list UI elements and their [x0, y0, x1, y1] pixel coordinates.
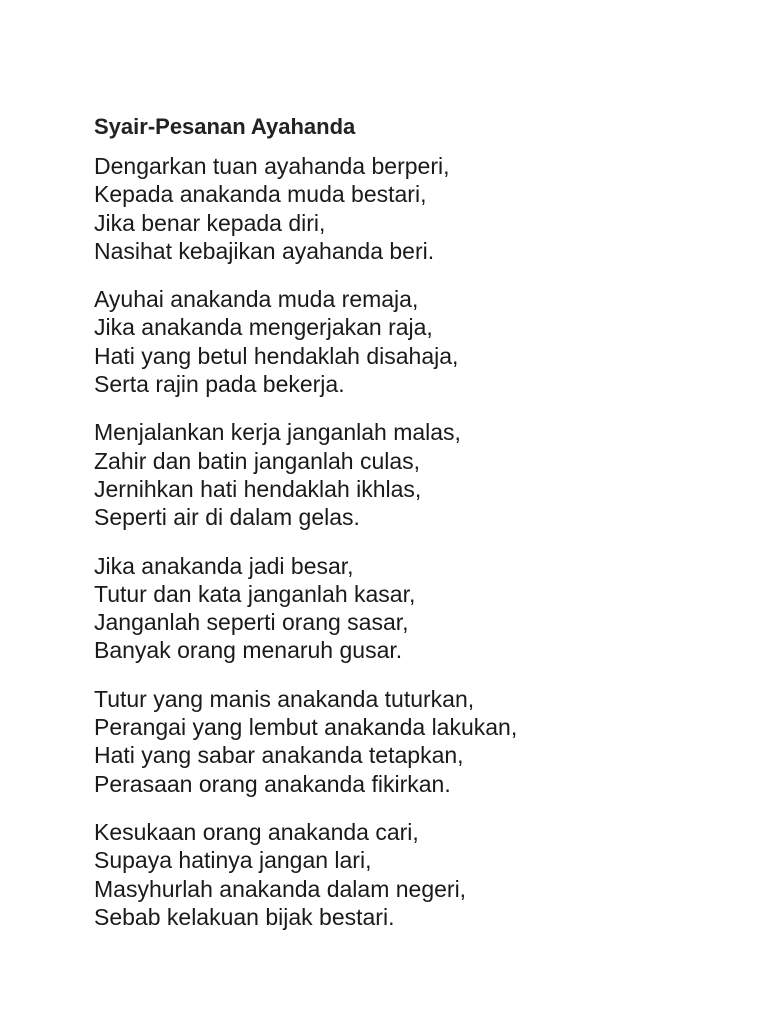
stanza-3: [94, 418, 734, 531]
poem-line: Janganlah seperti orang sasar,: [94, 609, 409, 636]
stanza-4: [94, 552, 734, 665]
poem-line: Perangai yang lembut anakanda lakukan,: [94, 714, 518, 741]
poem-line: Serta rajin pada bekerja.: [94, 371, 345, 398]
stanza-1: [94, 152, 734, 265]
poem-line: Banyak orang menaruh gusar.: [94, 637, 403, 664]
poem-line: Jika anakanda jadi besar,: [94, 552, 354, 579]
document-page: [94, 112, 734, 951]
poem-line: Masyhurlah anakanda dalam negeri,: [94, 875, 467, 902]
poem-line: Supaya hatinya jangan lari,: [94, 847, 372, 874]
poem-line: Zahir dan batin janganlah culas,: [94, 447, 421, 474]
poem-line: Hati yang sabar anakanda tetapkan,: [94, 742, 464, 769]
poem-line: Jernihkan hati hendaklah ikhlas,: [94, 475, 422, 502]
stanza-6: [94, 818, 734, 931]
poem-line: Sebab kelakuan bijak bestari.: [94, 903, 395, 930]
poem-line: Ayuhai anakanda muda remaja,: [94, 286, 419, 313]
poem-line: Tutur yang manis anakanda tuturkan,: [94, 685, 475, 712]
poem-line: Menjalankan kerja janganlah malas,: [94, 419, 461, 446]
poem-line: Kesukaan orang anakanda cari,: [94, 818, 419, 845]
poem-line: Dengarkan tuan ayahanda berperi,: [94, 153, 450, 179]
poem-line: Jika benar kepada diri,: [94, 209, 326, 236]
stanza-2: [94, 285, 734, 398]
poem-line: Kepada anakanda muda bestari,: [94, 181, 427, 208]
poem-line: Seperti air di dalam gelas.: [94, 504, 360, 531]
poem-line: Hati yang betul hendaklah disahaja,: [94, 342, 459, 369]
poem-line: Jika anakanda mengerjakan raja,: [94, 314, 433, 341]
poem-title: Syair-Pesanan Ayahanda: [94, 114, 356, 139]
poem-line: Tutur dan kata janganlah kasar,: [94, 580, 416, 607]
poem-line: Nasihat kebajikan ayahanda beri.: [94, 237, 435, 264]
stanza-5: [94, 685, 734, 798]
poem-line: Perasaan orang anakanda fikirkan.: [94, 770, 451, 797]
